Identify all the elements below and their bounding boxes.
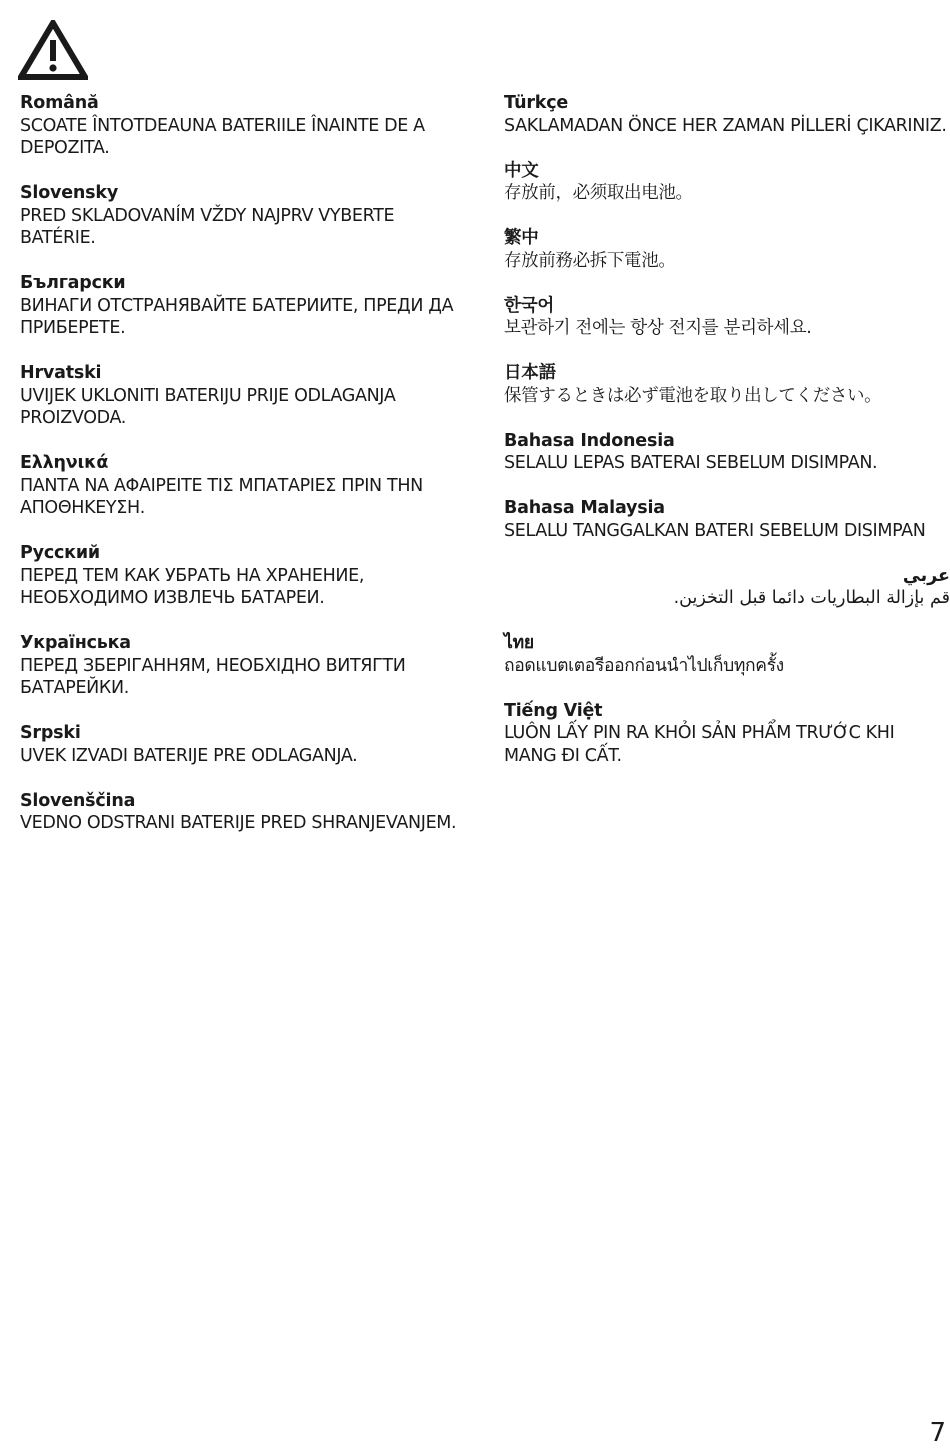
warning-block-indonesian [504,430,950,475]
warning-text: UVEK IZVADI BATERIJE PRE ODLAGANJA. [20,745,358,766]
language-heading: Ελληνικά [20,453,109,473]
warning-block-turkce [504,92,950,137]
warning-block-bulgarian [20,272,460,340]
warning-block-srpski [20,722,460,767]
warning-text: LUÔN LẤY PIN RA KHỎI SẢN PHẨM TRƯỚC KHI MANG ĐI CẤT. [504,723,895,766]
warning-text: 存放前務必拆下電池。 [504,250,676,271]
right-column [504,92,950,790]
warning-text: VEDNO ODSTRANI BATERIJE PRED SHRANJEVANJEM. [20,813,457,833]
left-column [20,92,460,857]
language-heading: Bahasa Indonesia [504,430,675,451]
warning-block-romana [20,92,460,160]
warning-text: ถอดแบตเตอรีออกก่อนนำไปเก็บทุกครั้ง [504,655,784,676]
language-heading: 繁中 [504,228,539,248]
warning-block-malaysian [504,497,950,542]
warning-block-slovenscina [20,790,460,835]
warning-text: 存放前，必须取出电池。 [504,183,693,203]
language-heading: Slovenščina [20,790,136,811]
language-heading: Українська [20,633,131,653]
language-heading: Bahasa Malaysia [504,498,665,518]
warning-text: SAKLAMADAN ÖNCE HER ZAMAN PİLLERİ ÇIKARINIZ. [504,115,947,136]
warning-block-arabic [504,565,950,610]
language-heading: 中文 [504,160,539,181]
language-heading: عربي [902,565,950,586]
warning-text: 보관하기 전에는 항상 전지를 분리하세요. [504,318,812,338]
warning-block-russian [20,542,460,610]
language-heading: Română [20,93,99,113]
warning-block-korean [504,295,950,340]
page-number: 7 [929,1418,946,1448]
warning-block-thai [504,632,950,677]
warning-text: SELALU TANGGALKAN BATERI SEBELUM DISIMPAN [504,520,926,541]
warning-text: SCOATE ÎNTOTDEAUNA BATERIILE ÎNAINTE DE A DEPOZITA. [20,115,425,158]
warning-text: ВИНАГИ ОТСТРАНЯВАЙТЕ БАТЕРИИТЕ, ПРЕДИ ДА ПРИБЕРЕТЕ. [20,295,454,338]
warning-block-ukrainian [20,632,460,700]
language-heading: Български [20,273,126,293]
warning-block-chinese-traditional [504,227,950,272]
warning-text: قم بإزالة البطاريات دائما قبل التخزين. [673,588,950,608]
language-heading: ไทย [504,633,534,653]
language-heading: Tiếng Việt [504,700,603,721]
warning-block-chinese-simplified [504,160,950,205]
warning-block-slovensky [20,182,460,250]
warning-text: PRED SKLADOVANÍM VŽDY NAJPRV VYBERTE BATÉRIE. [20,205,395,248]
language-heading: 日本語 [504,363,556,383]
warning-triangle-icon [18,20,88,80]
warning-block-greek [20,452,460,520]
warning-block-hrvatski [20,362,460,430]
warning-text: 保管するときは必ず電池を取り出してください。 [504,385,882,406]
language-heading: Hrvatski [20,363,102,383]
warning-block-vietnamese [504,700,950,768]
warning-text: ΠΑΝΤΑ ΝΑ ΑΦΑΙΡΕΙΤΕ ΤΙΣ ΜΠΑΤΑΡΙΕΣ ΠΡΙΝ ΤΗΝ ΑΠΟΘΗΚΕΥΣΗ. [20,475,423,518]
warning-block-japanese [504,362,950,407]
warning-text: ПЕРЕД ЗБЕРІГАННЯМ, НЕОБХІДНО ВИТЯГТИ БАТАРЕЙКИ. [20,655,406,698]
warning-text: ПЕРЕД ТЕМ КАК УБРАТЬ НА ХРАНЕНИЕ, НЕОБХОДИМО ИЗВЛЕЧЬ БАТАРЕИ. [20,565,365,608]
language-heading: Slovensky [20,183,119,203]
language-heading: Русский [20,543,100,563]
language-heading: 한국어 [504,295,555,316]
warning-text: UVIJEK UKLONITI BATERIJU PRIJE ODLAGANJA PROIZVODA. [20,385,396,428]
language-heading: Türkçe [504,93,569,113]
warning-text: SELALU LEPAS BATERAI SEBELUM DISIMPAN. [504,453,878,473]
language-heading: Srpski [20,723,81,743]
